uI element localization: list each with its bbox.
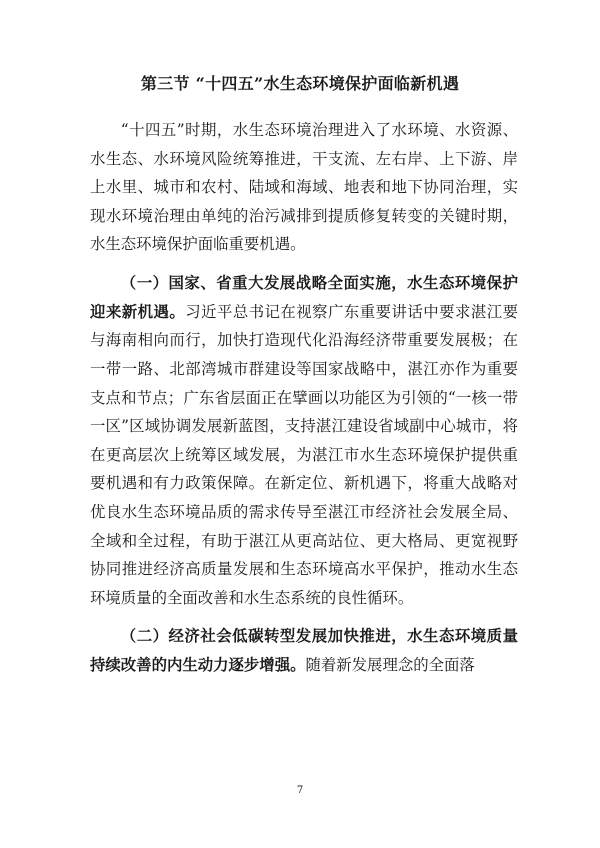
section-title: 第三节 “十四五”水生态环境保护面临新机遇 bbox=[140, 74, 460, 93]
paragraph-3-lead: （二）经济社会低碳转型发展加快推进，水生态环境质量持续改善的内生动力逐步增强。 bbox=[90, 627, 518, 675]
document-body bbox=[90, 116, 518, 690]
paragraph-2 bbox=[90, 269, 518, 612]
paragraph-1-text: “十四五”时期，水生态环境治理进入了水环境、水资源、水生态、水环境风险统筹推进，干支流、左右岸、上下游、岸上水里、城市和农村、陆域和海域、地表和地下协同治理，实现水环境治理由单纯的治污减排到提质修复转变的关键时期，水生态环境保护面临重要机遇。 bbox=[90, 121, 518, 254]
paragraph-2-lead: （一）国家、省重大发展战略全面实施，水生态环境保护迎来新机遇。 bbox=[90, 274, 518, 321]
paragraph-3-text: 随着新发展理念的全面落 bbox=[305, 656, 475, 675]
paragraph-1 bbox=[90, 116, 518, 259]
paragraph-3 bbox=[90, 622, 518, 679]
page-number: 7 bbox=[296, 785, 304, 796]
paragraph-2-text: 习近平总书记在视察广东重要讲话中要求湛江要与海南相向而行，加快打造现代化沿海经济带重要发展极；在一带一路、北部湾城市群建设等国家战略中，湛江亦作为重要支点和节点；广东省层面正在擘画以功能区为引领的“一核一带一区”区域协调发展新蓝图，支持湛江建设省域副中心城市，将在更高层次上统筹区域发展，为湛江市水生态环境保护提供重要机遇和有力政策保障。在新定位、新机遇下，将重大战略对优良水生态环境品质的需求传导至湛江市经济社会发展全局、全域和全过程，有助于湛江从更高站位、更大格局、更宽视野协同推进经济高质量发展和生态环境高水平保护，推动水生态环境质量的全面改善和水生态系统的良性循环。 bbox=[90, 302, 518, 607]
